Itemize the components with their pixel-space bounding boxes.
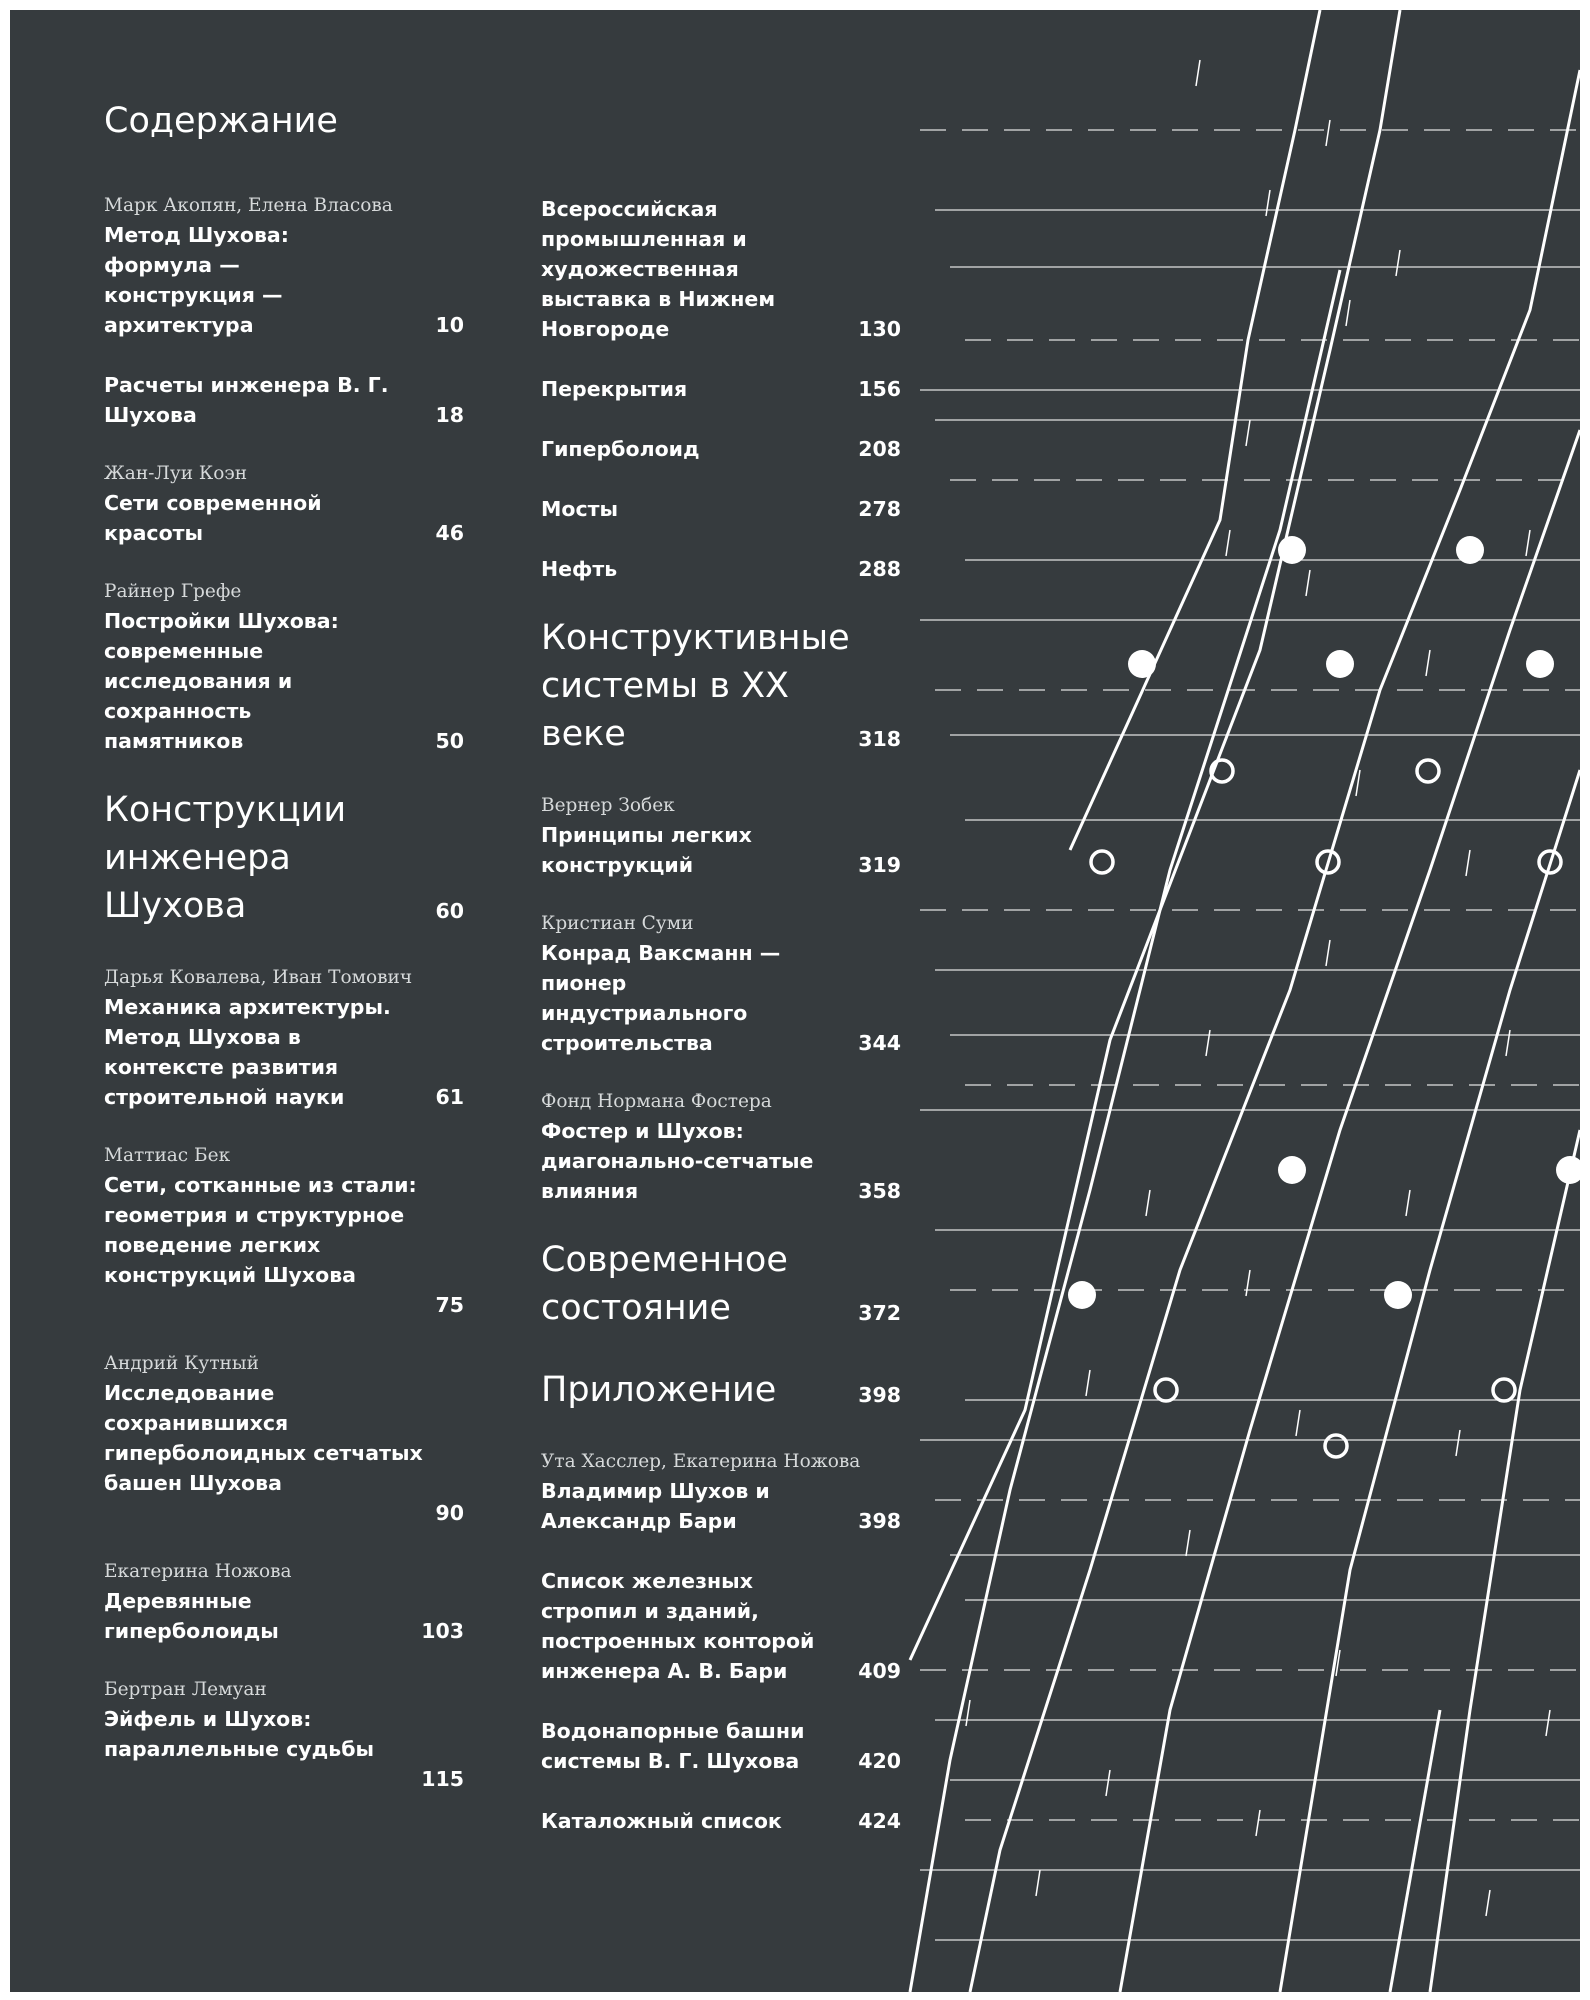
entry-author: Андрий Кутный xyxy=(104,1353,259,1374)
toc-entry xyxy=(104,1142,464,1320)
entry-author: Райнер Грефе xyxy=(104,581,242,602)
hatch-tick xyxy=(1326,940,1330,966)
entry-title: Расчеты инженера В. Г. Шухова xyxy=(104,373,389,427)
toc-entry xyxy=(104,578,464,756)
toc-list-left xyxy=(104,192,464,1794)
entry-page-number: 103 xyxy=(421,1619,464,1643)
entry-page-number: 398 xyxy=(858,1509,901,1533)
entry-title: Каталожный список xyxy=(541,1809,782,1833)
entry-title: Перекрытия xyxy=(541,377,688,401)
hatch-tick xyxy=(1106,1770,1110,1796)
hatch-tick xyxy=(1356,770,1360,796)
strand xyxy=(1430,1130,1580,1992)
toc-entry xyxy=(541,554,901,584)
section-title: Современное состояние xyxy=(541,1240,788,1328)
entry-page-number: 156 xyxy=(858,377,901,401)
entry-page-number: 208 xyxy=(858,437,901,461)
joint-node xyxy=(1384,1281,1412,1309)
hatch-tick xyxy=(1036,1870,1040,1896)
hatch-tick xyxy=(1266,190,1270,216)
hatch-tick xyxy=(1186,1530,1190,1556)
entry-page-number: 319 xyxy=(858,853,901,877)
toc-section xyxy=(541,614,901,758)
entry-page-number: 344 xyxy=(858,1031,901,1055)
toc-column-middle xyxy=(541,194,901,1866)
joint-ring xyxy=(1325,1435,1347,1457)
hatch-tick xyxy=(1396,250,1400,276)
entry-page-number: 90 xyxy=(435,1501,464,1525)
toc-list-middle xyxy=(541,194,901,1836)
entry-title: Механика архитектуры. Метод Шухова в контексте развития строительной науки xyxy=(104,995,391,1109)
entry-title: Принципы легких конструкций xyxy=(541,823,752,877)
joint-node xyxy=(1128,650,1156,678)
section-page-number: 318 xyxy=(858,727,901,751)
hatch-tick xyxy=(1206,1030,1210,1056)
toc-entry xyxy=(104,370,464,430)
strand xyxy=(1280,770,1580,1992)
hatch-tick xyxy=(1226,530,1230,556)
hatch-tick xyxy=(1326,120,1330,146)
toc-entry xyxy=(104,964,464,1112)
entry-title: Нефть xyxy=(541,557,618,581)
entry-title: Фостер и Шухов: диагонально-сетчатые влияния xyxy=(541,1119,814,1203)
joint-ring xyxy=(1493,1379,1515,1401)
entry-title: Список железных стропил и зданий, построенных конторой инженера А. В. Бари xyxy=(541,1569,815,1683)
toc-entry xyxy=(541,1088,901,1206)
joint-node xyxy=(1278,536,1306,564)
section-title: Конструкции инженера Шухова xyxy=(104,790,347,926)
toc-entry xyxy=(541,1716,901,1776)
entry-page-number: 288 xyxy=(858,557,901,581)
section-page-number: 398 xyxy=(858,1383,901,1407)
entry-author: Фонд Нормана Фостера xyxy=(541,1091,772,1112)
entry-author: Жан-Луи Коэн xyxy=(104,463,248,484)
toc-entry xyxy=(541,434,901,464)
joint-node xyxy=(1278,1156,1306,1184)
entry-title: Гиперболоид xyxy=(541,437,700,461)
entry-author: Кристиан Суми xyxy=(541,913,694,934)
hatch-tick xyxy=(1306,570,1310,596)
hatch-tick xyxy=(1426,650,1430,676)
hatch-tick xyxy=(1466,850,1470,876)
joint-ring xyxy=(1155,1379,1177,1401)
entry-title: Конрад Ваксманн — пионер индустриального строительства xyxy=(541,941,781,1055)
entry-title: Исследование сохранившихся гиперболоидных сетчатых башен Шухова xyxy=(104,1381,423,1495)
entry-title: Всероссийская промышленная и художественная выставка в Нижнем Новгороде xyxy=(541,197,776,341)
toc-section xyxy=(104,786,464,930)
toc-entry xyxy=(104,192,464,340)
section-title: Конструктивные системы в XX веке xyxy=(541,618,850,754)
toc-entry xyxy=(541,194,901,344)
hatch-tick xyxy=(1406,1190,1410,1216)
entry-page-number: 420 xyxy=(858,1749,901,1773)
toc-entry xyxy=(541,792,901,880)
joint-node xyxy=(1326,650,1354,678)
hatch-tick xyxy=(1296,1410,1300,1436)
toc-entry xyxy=(541,910,901,1058)
toc-entry xyxy=(104,1676,464,1794)
hatch-tick xyxy=(1456,1430,1460,1456)
hatch-tick xyxy=(1196,60,1200,86)
joint-ring xyxy=(1417,760,1439,782)
hatch-tick xyxy=(1246,420,1250,446)
toc-entry xyxy=(104,1558,464,1646)
entry-title: Деревянные гиперболоиды xyxy=(104,1589,279,1643)
hatch-tick xyxy=(1526,530,1530,556)
joint-ring xyxy=(1091,851,1113,873)
joint-node xyxy=(1456,536,1484,564)
toc-entry xyxy=(541,494,901,524)
hatch-tick xyxy=(1256,1810,1260,1836)
toc-entry xyxy=(541,1806,901,1836)
toc-entry xyxy=(104,460,464,548)
entry-title: Сети, сотканные из стали: геометрия и структурное поведение легких конструкций Шухова xyxy=(104,1173,417,1287)
entry-title: Сети современной красоты xyxy=(104,491,322,545)
entry-page-number: 10 xyxy=(435,313,464,337)
toc-entry xyxy=(541,1448,901,1536)
entry-author: Дарья Ковалева, Иван Томович xyxy=(104,967,413,988)
entry-author: Вернер Зобек xyxy=(541,795,675,816)
hatch-tick xyxy=(1086,1370,1090,1396)
entry-title: Владимир Шухов и Александр Бари xyxy=(541,1479,770,1533)
section-page-number: 372 xyxy=(858,1301,901,1325)
strand xyxy=(910,10,1400,1660)
entry-page-number: 18 xyxy=(435,403,464,427)
hatch-tick xyxy=(1546,1710,1550,1736)
toc-section xyxy=(541,1366,901,1414)
joint-node xyxy=(1556,1156,1580,1184)
entry-page-number: 46 xyxy=(435,521,464,545)
toc-entry xyxy=(104,1350,464,1528)
entry-author: Ута Хасслер, Екатерина Ножова xyxy=(541,1451,861,1472)
entry-title: Водонапорные башни системы В. Г. Шухова xyxy=(541,1719,805,1773)
entry-title: Эйфель и Шухов: параллельные судьбы xyxy=(104,1707,375,1761)
strand xyxy=(970,70,1580,1992)
entry-page-number: 424 xyxy=(858,1809,901,1833)
hatch-tick xyxy=(1506,1030,1510,1056)
joint-node xyxy=(1526,650,1554,678)
strand xyxy=(1390,1710,1440,1992)
entry-title: Мосты xyxy=(541,497,619,521)
entry-page-number: 130 xyxy=(858,317,901,341)
hatch-tick xyxy=(1146,1190,1150,1216)
section-title: Приложение xyxy=(541,1370,777,1410)
entry-author: Маттиас Бек xyxy=(104,1145,231,1166)
strand xyxy=(1070,10,1320,850)
entry-page-number: 409 xyxy=(858,1659,901,1683)
hatch-tick xyxy=(1486,1890,1490,1916)
hatch-tick xyxy=(966,1700,970,1726)
entry-page-number: 75 xyxy=(435,1293,464,1317)
hatch-tick xyxy=(1346,300,1350,326)
toc-section xyxy=(541,1236,901,1332)
page-title: Содержание xyxy=(104,101,338,141)
entry-author: Марк Акопян, Елена Власова xyxy=(104,195,393,216)
hatch-tick xyxy=(1246,1270,1250,1296)
entry-author: Бертран Лемуан xyxy=(104,1679,267,1700)
toc-column-left xyxy=(104,98,464,1824)
entry-title: Постройки Шухова: современные исследования и сохранность памятников xyxy=(104,609,339,753)
toc-entry xyxy=(541,1566,901,1686)
joint-node xyxy=(1068,1281,1096,1309)
entry-title: Метод Шухова: формула — конструкция — архитектура xyxy=(104,223,289,337)
entry-page-number: 61 xyxy=(435,1085,464,1109)
strand xyxy=(910,270,1340,1992)
book-page xyxy=(10,10,1580,1992)
section-page-number: 60 xyxy=(435,899,464,923)
entry-author: Екатерина Ножова xyxy=(104,1561,292,1582)
entry-page-number: 50 xyxy=(435,729,464,753)
entry-page-number: 115 xyxy=(421,1767,464,1791)
entry-page-number: 358 xyxy=(858,1179,901,1203)
entry-page-number: 278 xyxy=(858,497,901,521)
toc-entry xyxy=(541,374,901,404)
